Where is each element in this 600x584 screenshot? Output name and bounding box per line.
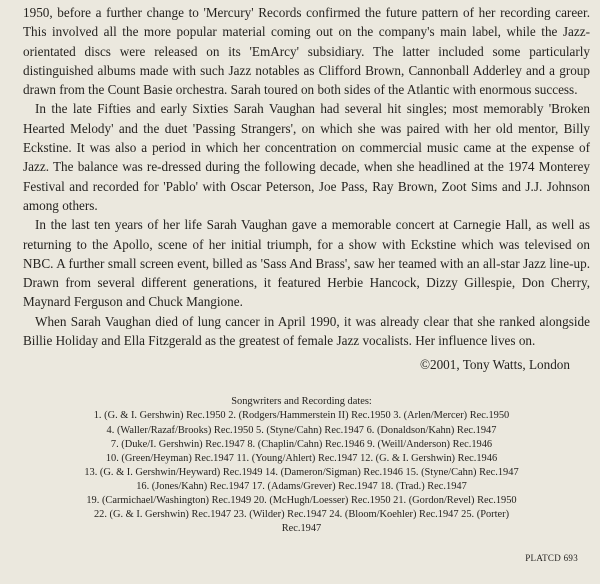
songwriters-line: 4. (Waller/Razaf/Brooks) Rec.1950 5. (Styne/Cahn) Rec.1947 6. (Donaldson/Kahn) Rec.1947 bbox=[106, 424, 497, 436]
catalog-number: PLATCD 693 bbox=[525, 553, 578, 563]
paragraph-legacy: When Sarah Vaughan died of lung cancer in April 1990, it was already clear that she ranked alongside Billie Holiday and Ella Fitzgerald as the greatest of female Jazz vocalists. Her influence lives on. bbox=[23, 313, 590, 349]
songwriters-line: Rec.1947 bbox=[281, 523, 322, 535]
songwriters-line: 10. (Green/Heyman) Rec.1947 11. (Young/Ahlert) Rec.1947 12. (G. & I. Gershwin) Rec.1946 bbox=[105, 452, 498, 464]
paragraph-mercury-records: 1950, before a further change to 'Mercury' Records confirmed the future pattern of her recording career. This involved all the more popular material coming out on the company's main label, while the Jazz-orientated discs were released on its 'EmArcy' subsidiary. The latter included some particularly distinguished albums made with such Jazz notables as Clifford Brown, Cannonball Adderley and a group drawn from the Count Basie orchestra. Sarah toured on both sides of the Atlantic with enormous success. bbox=[23, 5, 590, 98]
songwriters-line: 13. (G. & I. Gershwin/Heyward) Rec.1949 14. (Dameron/Sigman) Rec.1946 15. (Styne/Cahn) Rec.1947 bbox=[84, 466, 519, 478]
songwriters-section bbox=[23, 395, 590, 536]
paragraph-fifties-sixties: In the late Fifties and early Sixties Sarah Vaughan had several hit singles; most memorably 'Broken Hearted Melody' and the duet 'Passing Strangers', on which she was paired with her old mentor, Billy Eckstine. It was also a period in which her concentration on commercial music came at the expense of Jazz. The balance was re-dressed during the following decade, when she headlined at the 1974 Monterey Festival and recorded for 'Pablo' with Oscar Peterson, Joe Pass, Ray Brown, Zoot Sims and J.J. Johnson among others. bbox=[23, 101, 590, 213]
songwriters-line: 7. (Duke/I. Gershwin) Rec.1947 8. (Chaplin/Cahn) Rec.1946 9. (Weill/Anderson) Rec.1946 bbox=[110, 438, 493, 450]
songwriters-line: 1. (G. & I. Gershwin) Rec.1950 2. (Rodgers/Hammerstein II) Rec.1950 3. (Arlen/Mercer) Rec.1950 bbox=[93, 410, 510, 422]
songwriters-line: 16. (Jones/Kahn) Rec.1947 17. (Adams/Grever) Rec.1947 18. (Trad.) Rec.1947 bbox=[136, 480, 467, 492]
songwriters-title: Songwriters and Recording dates: bbox=[231, 396, 372, 408]
songwriters-line: 19. (Carmichael/Washington) Rec.1949 20. (McHugh/Loesser) Rec.1950 21. (Gordon/Revel) Rec.1950 bbox=[86, 495, 517, 506]
author-credit: ©2001, Tony Watts, London bbox=[419, 357, 570, 373]
paragraph-last-ten-years: In the last ten years of her life Sarah Vaughan gave a memorable concert at Carnegie Hall, as well as returning to the Apollo, scene of her initial triumph, for a show with Eckstine which was televised on NBC. A further small screen event, billed as 'Sass And Brass', saw her teamed with an all-star Jazz line-up. Drawn from several different generations, it featured Herbie Hancock, Dizzy Gillespie, Don Cherry, Maynard Ferguson and Chuck Mangione. bbox=[23, 217, 590, 310]
songwriters-line: 22. (G. & I. Gershwin) Rec.1947 23. (Wilder) Rec.1947 24. (Bloom/Koehler) Rec.1947 25. (Porter) bbox=[93, 509, 510, 521]
